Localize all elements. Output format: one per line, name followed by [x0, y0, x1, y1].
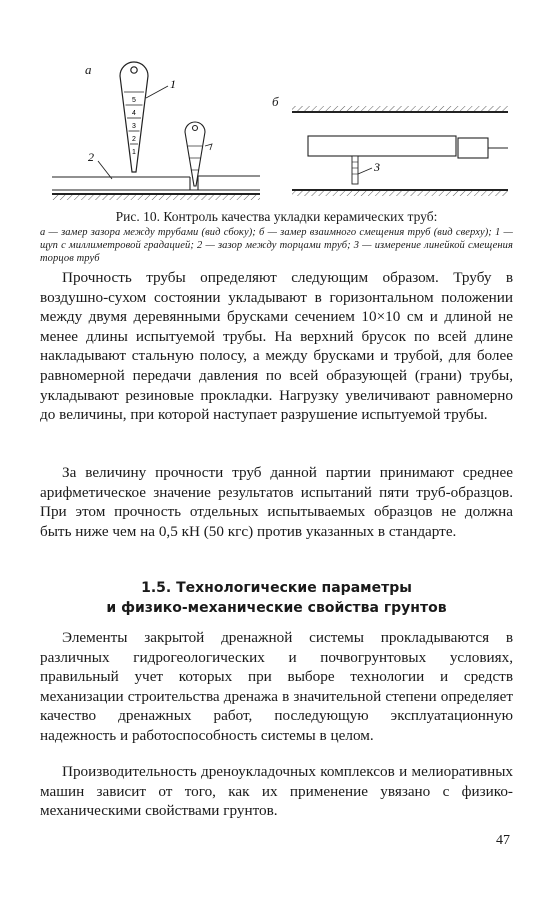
section-heading-line1 [40, 578, 513, 598]
paragraph-drainage-conditions: Элементы закрытой дренажной системы прокладываются в различных гидрогеологических и почвогрунтовых условиях, правильный учет которых при выборе технологии и средств механизации строительства дренажа в значительной степени определяет качество дренажных работ, последующую эксплуатационную надежность и работоспособность системы в целом. [40, 629, 513, 744]
section-heading [40, 578, 513, 618]
gauge-digit: 5 [132, 97, 136, 104]
figure-label-b: б [272, 94, 279, 109]
gauge-digit: 2 [132, 136, 136, 143]
paragraph-machine-productivity: Производительность дреноукладочных комплексов и мелиоративных машин зависит от того, как их применение увязано с физико-механическими свойствами грунтов. [40, 763, 513, 820]
section-number: 1.5. [141, 580, 172, 596]
section-title-line2: и физико-механические свойства грунтов [106, 600, 447, 616]
section-title-line1: Технологические параметры [176, 580, 412, 596]
pipe-top-view [292, 106, 508, 196]
figure-caption-title: Рис. 10. Контроль качества укладки керамических труб: [115, 209, 438, 224]
callout-1: 1 [170, 77, 176, 91]
figure-drawing [40, 50, 510, 210]
page-number: 47 [496, 833, 510, 848]
callout-2: 2 [88, 150, 94, 164]
callout-3: 3 [374, 160, 380, 174]
gauge-digit: 3 [132, 123, 136, 130]
gauge-digit: 4 [132, 110, 136, 117]
pipe-side-view [52, 176, 260, 200]
figure-label-a: а [85, 62, 92, 77]
figure-caption-legend: а — замер зазора между трубами (вид сбоку); б — замер взаимного смещения труб (вид сверху); 1 — щуп с миллиметровой градацией; 2 — зазор между торцами труб; 3 — измерение линейкой смещения торцов труб [40, 227, 513, 264]
paragraph-strength-value: За величину прочности труб данной партии принимают среднее арифметическое значение результатов испытаний пяти труб-образцов. При этом прочность отдельных испытываемых образцов не должна быть ниже чем на 0,5 кН (50 кгс) против указанных в стандарте. [40, 464, 513, 540]
gauge-digit: 1 [132, 149, 136, 156]
figure-10 [40, 50, 510, 210]
paragraph-strength-method: Прочность трубы определяют следующим образом. Трубу в воздушно-сухом состоянии укладывают в горизонтальном положении между двумя деревянными брусками сечением 10×10 см и длиной не менее длины испытуемой трубы. На верхний брусок по всей длине накладывают стальную полосу, а между брусками и трубой, для более равномерной передачи давления по всей образующей (грани) трубы, укладывают резиновые прокладки. Нагрузку увеличивают равномерно до величины, при которой наступает разрушение испытуемой трубы. [40, 269, 513, 424]
gauge-large [120, 62, 148, 172]
